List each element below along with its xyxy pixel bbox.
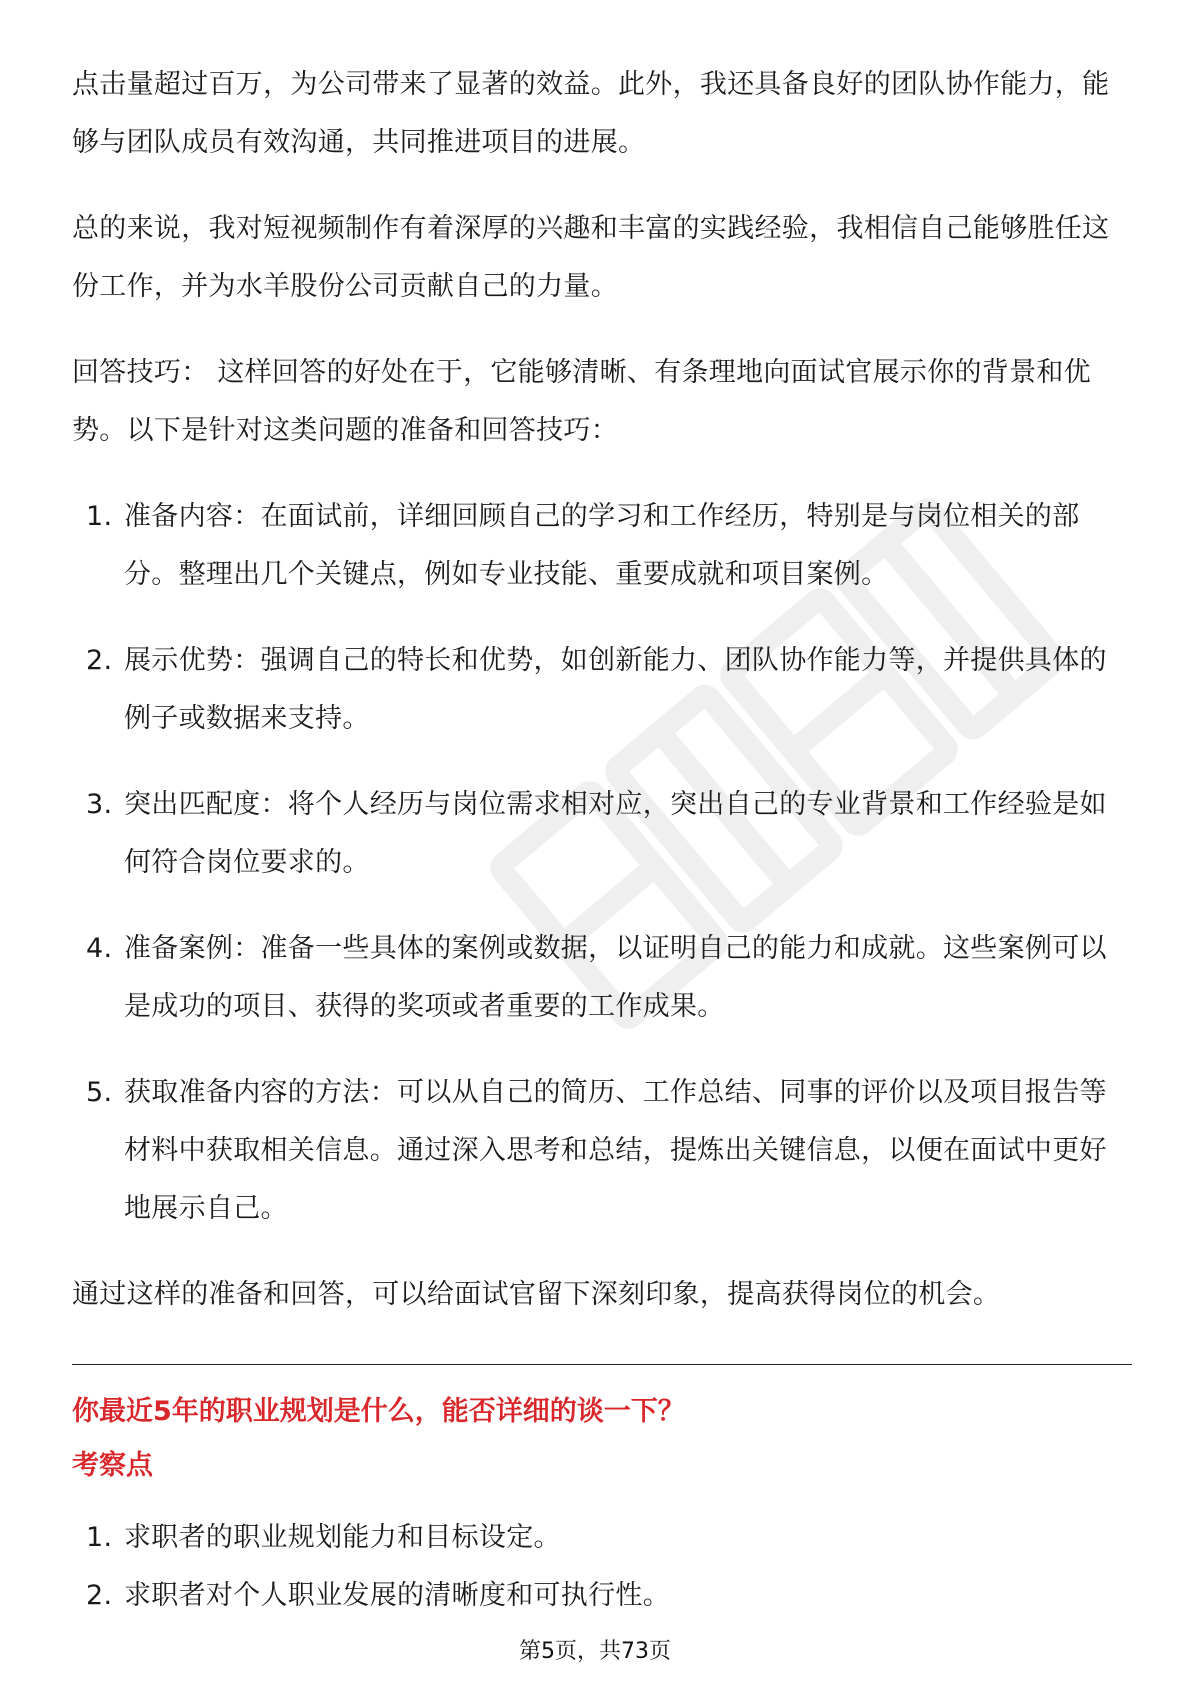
- answer-paragraph-2: 总的来说，我对短视频制作有着深厚的兴趣和丰富的实践经验，我相信自己能够胜任这份工作，并为水羊股份公司贡献自己的力量。: [72, 213, 1110, 302]
- list-item-text: 突出匹配度：将个人经历与岗位需求相对应，突出自己的专业背景和工作经验是如何符合岗位要求的。: [124, 789, 1107, 878]
- list-item-text: 准备内容：在面试前，详细回顾自己的学习和工作经历，特别是与岗位相关的部分。整理出几个关键点，例如专业技能、重要成就和项目案例。: [124, 501, 1080, 590]
- answer-tips-intro: 回答技巧： 这样回答的好处在于，它能够清晰、有条理地向面试官展示你的背景和优势。以下是针对这类问题的准备和回答技巧：: [72, 357, 1091, 446]
- list-number: 2.: [86, 645, 113, 676]
- list-item: [72, 1064, 1132, 1238]
- list-number: 1.: [86, 501, 113, 532]
- list-item-text: 求职者对个人职业发展的清晰度和可执行性。: [124, 1580, 670, 1611]
- answer-paragraph-1: 点击量超过百万，为公司带来了显著的效益。此外，我还具备良好的团队协作能力，能够与团队成员有效沟通，共同推进项目的进展。: [72, 69, 1110, 158]
- list-number: 5.: [86, 1077, 113, 1108]
- list-item-text: 求职者的职业规划能力和目标设定。: [124, 1522, 561, 1553]
- list-number: 1.: [86, 1522, 113, 1553]
- list-item: [72, 488, 1132, 604]
- list-item: [72, 632, 1132, 748]
- list-item-text: 展示优势：强调自己的特长和优势，如创新能力、团队协作能力等，并提供具体的例子或数据来支持。: [124, 645, 1107, 734]
- question-heading: 你最近5年的职业规划是什么，能否详细的谈一下？: [72, 1396, 685, 1427]
- list-item: [72, 920, 1132, 1036]
- evaluation-points-list: [72, 1509, 1132, 1625]
- page-number-footer: 第5页，共73页: [519, 1639, 671, 1664]
- section-divider: [72, 1364, 1132, 1365]
- list-item: [72, 1509, 1132, 1567]
- list-item-text: 准备案例：准备一些具体的案例或数据，以证明自己的能力和成就。这些案例可以是成功的项目、获得的奖项或者重要的工作成果。: [124, 933, 1107, 1022]
- tips-list: [72, 488, 1132, 1238]
- list-item: [72, 1567, 1132, 1625]
- evaluation-points-heading: 考察点: [72, 1450, 153, 1481]
- list-item: [72, 776, 1132, 892]
- list-number: 4.: [86, 933, 113, 964]
- list-number: 2.: [86, 1580, 113, 1611]
- main-content: [72, 56, 1132, 1625]
- conclusion-paragraph: 通过这样的准备和回答，可以给面试官留下深刻印象，提高获得岗位的机会。: [72, 1279, 1001, 1310]
- list-item-text: 获取准备内容的方法：可以从自己的简历、工作总结、同事的评价以及项目报告等材料中获取相关信息。通过深入思考和总结，提炼出关键信息，以便在面试中更好地展示自己。: [124, 1077, 1107, 1224]
- list-number: 3.: [86, 789, 113, 820]
